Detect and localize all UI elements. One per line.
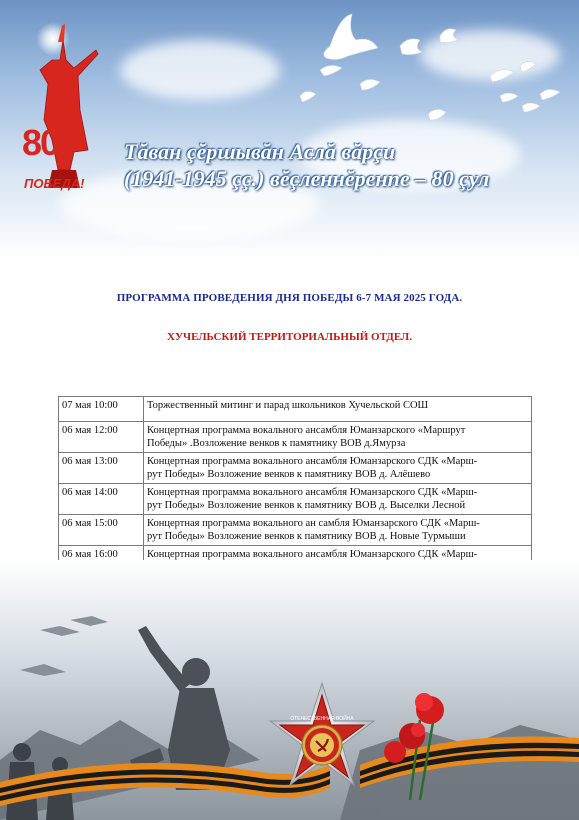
event-line: рут Победы» Возложение венков к памятнику ВОВ д. Алёшево <box>147 469 431 480</box>
header-title-line2: (1941-1945 çç.) вĕçленнĕренпе – 80 çул <box>124 166 490 191</box>
time-cell: 06 мая 14:00 <box>59 484 144 515</box>
event-cell <box>144 484 532 515</box>
header-title-line1: Тăван çĕршывăн Аслă вăрçи <box>124 139 396 164</box>
event-cell <box>144 422 532 453</box>
time-cell: 07 мая 10:00 <box>59 397 144 422</box>
order-ring-text: ОТЕЧЕСТВЕННАЯ ВОЙНА <box>290 716 354 722</box>
dove-icon <box>522 103 540 112</box>
logo-number: 80 <box>22 122 59 163</box>
table-row <box>59 453 532 484</box>
table-row <box>59 515 532 546</box>
schedule-table <box>58 396 532 577</box>
time-cell: 06 мая 16:00 <box>59 546 144 577</box>
dove-icon <box>400 39 422 55</box>
event-line: Концертная программа вокального ансамбля Юманзарского СДК «Марш- <box>147 487 478 498</box>
logo-text: ПОБЕДА! <box>24 176 85 191</box>
dove-icon <box>490 70 514 82</box>
table-row <box>59 397 532 422</box>
dove-icon <box>324 14 378 60</box>
dove-icon <box>540 89 560 100</box>
event-line: рут Победы» Возложение венков к памятнику ВОВ д. Выселки Лесной <box>147 500 466 511</box>
cloud <box>120 40 280 100</box>
department-title: ХУЧЕЛЬСКИЙ ТЕРРИТОРИАЛЬНЫЙ ОТДЕЛ. <box>167 331 412 343</box>
event-cell <box>144 453 532 484</box>
dove-icon <box>320 65 342 76</box>
header-title <box>124 138 554 192</box>
dove-icon <box>440 29 458 43</box>
table-row <box>59 484 532 515</box>
event-cell <box>144 515 532 546</box>
time-cell: 06 мая 13:00 <box>59 453 144 484</box>
time-cell: 06 мая 15:00 <box>59 515 144 546</box>
table-row <box>59 422 532 453</box>
time-cell: 06 мая 12:00 <box>59 422 144 453</box>
event-line: Концертная программа вокального ансамбля Юманзарского СДК «Марш- <box>147 549 478 560</box>
dove-icon <box>360 79 380 90</box>
dove-icon <box>520 61 536 72</box>
program-title: ПРОГРАММА ПРОВЕДЕНИЯ ДНЯ ПОБЕДЫ 6-7 МАЯ 2025 ГОДА. <box>116 292 463 304</box>
dove-icon <box>500 93 518 102</box>
victory-day-artwork <box>0 560 579 820</box>
event-line: Концертная программа вокального ансамбля Юманзарского «Маршрут <box>147 425 466 436</box>
event-cell <box>144 397 532 422</box>
event-line: Торжественный митинг и парад школьников Хучельской СОШ <box>147 400 429 411</box>
dove-icon <box>428 109 446 120</box>
event-line: Концертная программа вокального ансамбля Юманзарского СДК «Марш- <box>147 456 478 467</box>
doves-illustration <box>290 6 579 136</box>
dove-icon <box>300 91 316 102</box>
event-line: Концертная программа вокального ан самбля Юманзарского СДК «Марш- <box>147 518 480 529</box>
event-line: Победы» .Возложение венков к памятнику ВОВ д.Ямурза <box>147 438 406 449</box>
event-line: рут Победы» Возложение венков к памятнику ВОВ д. Новые Турмыши <box>147 531 466 542</box>
